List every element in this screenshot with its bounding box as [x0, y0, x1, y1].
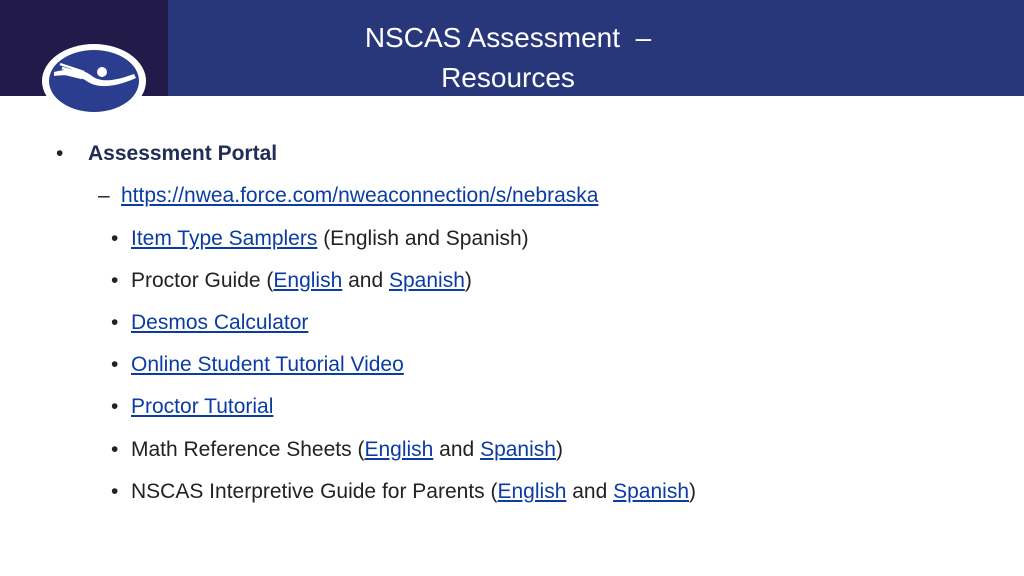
proctor-guide-prefix: Proctor Guide ( — [131, 269, 274, 292]
bullet-marker: • — [111, 480, 119, 503]
list-item-portal-url — [98, 182, 598, 210]
list-item-item-type-samplers — [111, 225, 529, 253]
list-item-interpretive-guide — [111, 478, 696, 506]
portal-url-link[interactable]: https://nwea.force.com/nweaconnection/s/nebraska — [121, 184, 599, 207]
proctor-guide-spanish-link[interactable]: Spanish — [389, 269, 465, 292]
bullet-marker: • — [111, 353, 119, 376]
proctor-tutorial-link[interactable]: Proctor Tutorial — [131, 395, 274, 418]
proctor-guide-english-link[interactable]: English — [273, 269, 343, 292]
online-student-tutorial-link[interactable]: Online Student Tutorial Video — [131, 353, 404, 376]
bullet-marker: • — [56, 142, 64, 165]
assessment-portal-label: Assessment Portal — [88, 142, 278, 165]
desmos-calculator-link[interactable]: Desmos Calculator — [131, 311, 309, 334]
proctor-guide-suffix: ) — [464, 269, 472, 292]
math-reference-prefix: Math Reference Sheets ( — [131, 438, 365, 461]
math-reference-suffix: ) — [555, 438, 563, 461]
bullet-marker: • — [111, 438, 119, 461]
dash-marker: – — [98, 184, 110, 207]
list-item-online-tutorial — [111, 351, 404, 379]
bullet-marker: • — [111, 269, 119, 292]
interpretive-guide-suffix: ) — [689, 480, 696, 503]
title-line-2: Resources — [441, 62, 575, 93]
list-item-assessment-portal — [56, 140, 277, 168]
math-reference-english-link[interactable]: English — [364, 438, 434, 461]
item-type-samplers-suffix: (English and Spanish) — [317, 227, 529, 250]
interpretive-guide-prefix: NSCAS Interpretive Guide for Parents ( — [131, 480, 498, 503]
interpretive-guide-and: and — [566, 480, 614, 503]
list-item-desmos — [111, 309, 308, 337]
list-item-proctor-tutorial — [111, 393, 273, 421]
math-reference-and: and — [433, 438, 481, 461]
list-item-math-reference — [111, 436, 563, 464]
interpretive-guide-spanish-link[interactable]: Spanish — [613, 480, 689, 503]
interpretive-guide-english-link[interactable]: English — [497, 480, 567, 503]
title-line-1: NSCAS Assessment – — [364, 22, 652, 53]
bullet-marker: • — [111, 227, 119, 250]
item-type-samplers-link[interactable]: Item Type Samplers — [131, 227, 318, 250]
math-reference-spanish-link[interactable]: Spanish — [480, 438, 556, 461]
proctor-guide-and: and — [342, 269, 389, 292]
list-item-proctor-guide — [111, 267, 472, 295]
bullet-marker: • — [111, 311, 119, 334]
bullet-marker: • — [111, 395, 119, 418]
